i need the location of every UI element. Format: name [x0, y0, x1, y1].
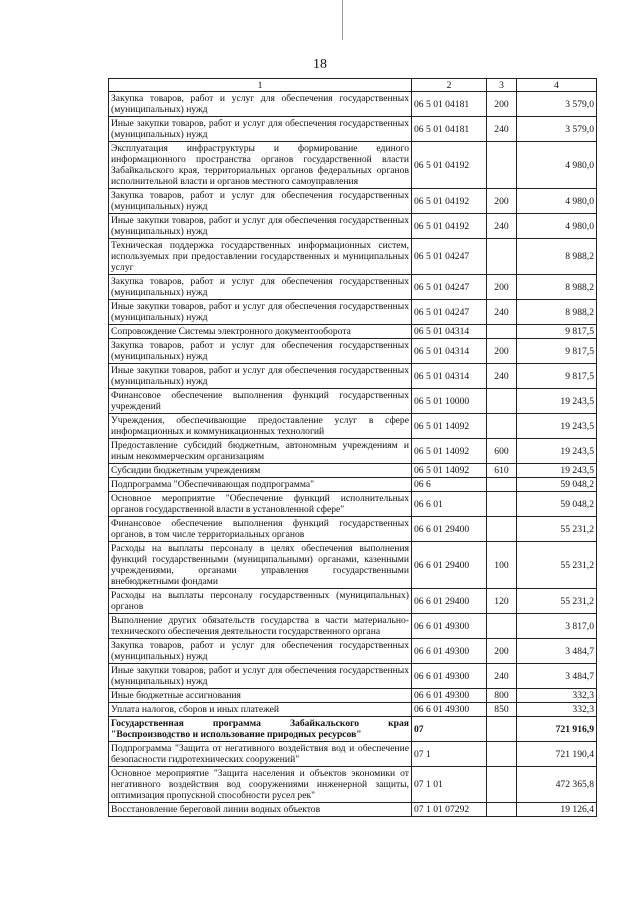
row-kvr-cell: [487, 414, 517, 439]
row-sum-cell: 472 365,8: [517, 767, 597, 803]
row-code-cell: 06 5 01 14092: [412, 414, 487, 439]
row-sum-cell: 3 817,0: [517, 614, 597, 639]
row-kvr-cell: [487, 389, 517, 414]
row-kvr-cell: [487, 239, 517, 275]
row-sum-cell: 55 231,2: [517, 589, 597, 614]
row-code-cell: 06 6 01 29400: [412, 589, 487, 614]
table-row: [109, 542, 597, 589]
row-kvr-cell: [487, 142, 517, 189]
row-name-cell: Иные закупки товаров, работ и услуг для обеспечения государственных (муниципальных) нужд: [109, 214, 412, 239]
table-row: [109, 239, 597, 275]
row-sum-cell: 332,3: [517, 689, 597, 703]
table-row: [109, 614, 597, 639]
header-col-2: 2: [412, 79, 487, 92]
row-name-cell: Расходы на выплаты персоналу в целях обеспечения выполнения функций государственными (муниципальными) органами, казенными учреждениями, органами управления государственными внебюджетными фондами: [109, 542, 412, 589]
row-kvr-cell: 200: [487, 639, 517, 664]
row-name-cell: Закупка товаров, работ и услуг для обеспечения государственных (муниципальных) нужд: [109, 339, 412, 364]
row-kvr-cell: 200: [487, 189, 517, 214]
table-row: [109, 703, 597, 717]
table-row: [109, 325, 597, 339]
row-kvr-cell: 200: [487, 339, 517, 364]
row-sum-cell: 4 980,0: [517, 142, 597, 189]
row-code-cell: 06 6 01 49300: [412, 614, 487, 639]
table-row: [109, 117, 597, 142]
table-row: [109, 300, 597, 325]
table-row: [109, 142, 597, 189]
row-kvr-cell: 200: [487, 92, 517, 117]
table-row: [109, 803, 597, 817]
row-code-cell: 06 5 01 04314: [412, 325, 487, 339]
row-name-cell: Субсидии бюджетным учреждениям: [109, 464, 412, 478]
row-code-cell: 06 5 01 04314: [412, 339, 487, 364]
row-sum-cell: 59 048,2: [517, 478, 597, 492]
row-sum-cell: 721 916,9: [517, 717, 597, 742]
row-kvr-cell: 600: [487, 439, 517, 464]
row-code-cell: 06 6 01: [412, 492, 487, 517]
row-sum-cell: 8 988,2: [517, 275, 597, 300]
row-code-cell: 07 1: [412, 742, 487, 767]
row-name-cell: Иные закупки товаров, работ и услуг для обеспечения государственных (муниципальных) нужд: [109, 300, 412, 325]
table-row: [109, 664, 597, 689]
row-name-cell: Финансовое обеспечение выполнения функций государственных органов, в том числе территориальных органов: [109, 517, 412, 542]
row-code-cell: 06 5 01 14092: [412, 439, 487, 464]
table-row: [109, 767, 597, 803]
row-sum-cell: 332,3: [517, 703, 597, 717]
row-code-cell: 06 6 01 29400: [412, 517, 487, 542]
row-kvr-cell: 610: [487, 464, 517, 478]
row-kvr-cell: 240: [487, 364, 517, 389]
row-name-cell: Эксплуатация инфраструктуры и формирование единого информационного пространства органов государственной власти Забайкальского края, территориальных органов федеральных органов исполнительной власти и органов местного самоуправления: [109, 142, 412, 189]
row-sum-cell: 55 231,2: [517, 542, 597, 589]
row-sum-cell: 8 988,2: [517, 239, 597, 275]
row-sum-cell: 19 126,4: [517, 803, 597, 817]
row-sum-cell: 19 243,5: [517, 389, 597, 414]
row-code-cell: 06 6 01 49300: [412, 639, 487, 664]
row-sum-cell: 721 190,4: [517, 742, 597, 767]
row-name-cell: Государственная программа Забайкальского края "Воспроизводство и использование природных ресурсов": [109, 717, 412, 742]
row-name-cell: Финансовое обеспечение выполнения функций государственных учреждений: [109, 389, 412, 414]
row-name-cell: Закупка товаров, работ и услуг для обеспечения государственных (муниципальных) нужд: [109, 639, 412, 664]
row-code-cell: 06 5 01 04247: [412, 300, 487, 325]
row-sum-cell: 3 484,7: [517, 664, 597, 689]
table-row: [109, 589, 597, 614]
scan-artifact-line: [342, 0, 343, 40]
row-kvr-cell: 200: [487, 275, 517, 300]
row-sum-cell: 8 988,2: [517, 300, 597, 325]
row-name-cell: Основное мероприятие "Защита населения и объектов экономики от негативного воздействия вод сооружениями инженерной защиты, оптимизация пропускной способности русел рек": [109, 767, 412, 803]
row-code-cell: 06 6: [412, 478, 487, 492]
row-name-cell: Подпрограмма "Защита от негативного воздействия вод и обеспечение безопасности гидротехнических сооружений": [109, 742, 412, 767]
row-code-cell: 06 6 01 49300: [412, 664, 487, 689]
table-row: [109, 389, 597, 414]
row-code-cell: 06 5 01 04192: [412, 189, 487, 214]
row-code-cell: 06 5 01 14092: [412, 464, 487, 478]
table-row: [109, 517, 597, 542]
table-row: [109, 439, 597, 464]
row-kvr-cell: [487, 492, 517, 517]
row-name-cell: Выполнение других обязательств государства в части материально-технического обеспечения деятельности государственного органа: [109, 614, 412, 639]
row-code-cell: 06 6 01 49300: [412, 703, 487, 717]
row-code-cell: 06 5 01 04314: [412, 364, 487, 389]
row-name-cell: Иные закупки товаров, работ и услуг для обеспечения государственных (муниципальных) нужд: [109, 117, 412, 142]
table-row: [109, 689, 597, 703]
row-kvr-cell: 850: [487, 703, 517, 717]
row-sum-cell: 3 579,0: [517, 117, 597, 142]
table-row: [109, 742, 597, 767]
table-row: [109, 92, 597, 117]
header-col-1: 1: [109, 79, 412, 92]
row-code-cell: 06 5 01 04192: [412, 214, 487, 239]
row-kvr-cell: 240: [487, 117, 517, 142]
row-kvr-cell: [487, 767, 517, 803]
row-code-cell: 06 6 01 29400: [412, 542, 487, 589]
row-code-cell: 07: [412, 717, 487, 742]
row-name-cell: Подпрограмма "Обеспечивающая подпрограмма": [109, 478, 412, 492]
row-name-cell: Техническая поддержка государственных информационных систем, используемых при предоставлении государственных и муниципальных услуг: [109, 239, 412, 275]
row-name-cell: Иные закупки товаров, работ и услуг для обеспечения государственных (муниципальных) нужд: [109, 364, 412, 389]
table-body: [109, 92, 597, 817]
page-number: 18: [313, 57, 327, 72]
table-row: [109, 639, 597, 664]
row-kvr-cell: [487, 717, 517, 742]
row-code-cell: 06 5 01 04192: [412, 142, 487, 189]
row-kvr-cell: [487, 614, 517, 639]
row-code-cell: 06 6 01 49300: [412, 689, 487, 703]
row-kvr-cell: 120: [487, 589, 517, 614]
row-sum-cell: 59 048,2: [517, 492, 597, 517]
row-name-cell: Иные бюджетные ассигнования: [109, 689, 412, 703]
row-sum-cell: 19 243,5: [517, 464, 597, 478]
table-row: [109, 464, 597, 478]
row-sum-cell: 3 579,0: [517, 92, 597, 117]
row-code-cell: 07 1 01 07292: [412, 803, 487, 817]
row-kvr-cell: [487, 325, 517, 339]
row-sum-cell: 19 243,5: [517, 439, 597, 464]
row-name-cell: Закупка товаров, работ и услуг для обеспечения государственных (муниципальных) нужд: [109, 275, 412, 300]
row-kvr-cell: [487, 742, 517, 767]
row-kvr-cell: 100: [487, 542, 517, 589]
budget-table: [108, 78, 597, 817]
table-row: [109, 717, 597, 742]
header-row: [109, 79, 597, 92]
row-name-cell: Иные закупки товаров, работ и услуг для обеспечения государственных (муниципальных) нужд: [109, 664, 412, 689]
row-sum-cell: 4 980,0: [517, 189, 597, 214]
header-col-4: 4: [517, 79, 597, 92]
table-row: [109, 189, 597, 214]
row-code-cell: 06 5 01 04247: [412, 239, 487, 275]
row-name-cell: Сопровождение Системы электронного документооборота: [109, 325, 412, 339]
row-sum-cell: 9 817,5: [517, 325, 597, 339]
row-name-cell: Расходы на выплаты персоналу государственных (муниципальных) органов: [109, 589, 412, 614]
table-row: [109, 478, 597, 492]
row-code-cell: 07 1 01: [412, 767, 487, 803]
row-sum-cell: 9 817,5: [517, 339, 597, 364]
row-name-cell: Закупка товаров, работ и услуг для обеспечения государственных (муниципальных) нужд: [109, 189, 412, 214]
row-code-cell: 06 5 01 04181: [412, 117, 487, 142]
row-name-cell: Основное мероприятие "Обеспечение функций исполнительных органов государственной власти в установленной сфере": [109, 492, 412, 517]
table-row: [109, 214, 597, 239]
table-row: [109, 492, 597, 517]
row-kvr-cell: 800: [487, 689, 517, 703]
table-row: [109, 414, 597, 439]
row-sum-cell: 9 817,5: [517, 364, 597, 389]
row-name-cell: Уплата налогов, сборов и иных платежей: [109, 703, 412, 717]
row-code-cell: 06 5 01 04181: [412, 92, 487, 117]
row-kvr-cell: [487, 517, 517, 542]
row-name-cell: Предоставление субсидий бюджетным, автономным учреждениям и иным некоммерческим организациям: [109, 439, 412, 464]
row-sum-cell: 3 484,7: [517, 639, 597, 664]
row-code-cell: 06 5 01 04247: [412, 275, 487, 300]
row-code-cell: 06 5 01 10000: [412, 389, 487, 414]
row-sum-cell: 19 243,5: [517, 414, 597, 439]
table-row: [109, 275, 597, 300]
header-col-3: 3: [487, 79, 517, 92]
row-name-cell: Учреждения, обеспечивающие предоставление услуг в сфере информационных и коммуникационных технологий: [109, 414, 412, 439]
table-row: [109, 364, 597, 389]
row-kvr-cell: 240: [487, 300, 517, 325]
row-kvr-cell: 240: [487, 214, 517, 239]
row-sum-cell: 55 231,2: [517, 517, 597, 542]
table-row: [109, 339, 597, 364]
row-kvr-cell: [487, 478, 517, 492]
row-kvr-cell: 240: [487, 664, 517, 689]
row-kvr-cell: [487, 803, 517, 817]
row-name-cell: Восстановление береговой линии водных объектов: [109, 803, 412, 817]
row-sum-cell: 4 980,0: [517, 214, 597, 239]
row-name-cell: Закупка товаров, работ и услуг для обеспечения государственных (муниципальных) нужд: [109, 92, 412, 117]
